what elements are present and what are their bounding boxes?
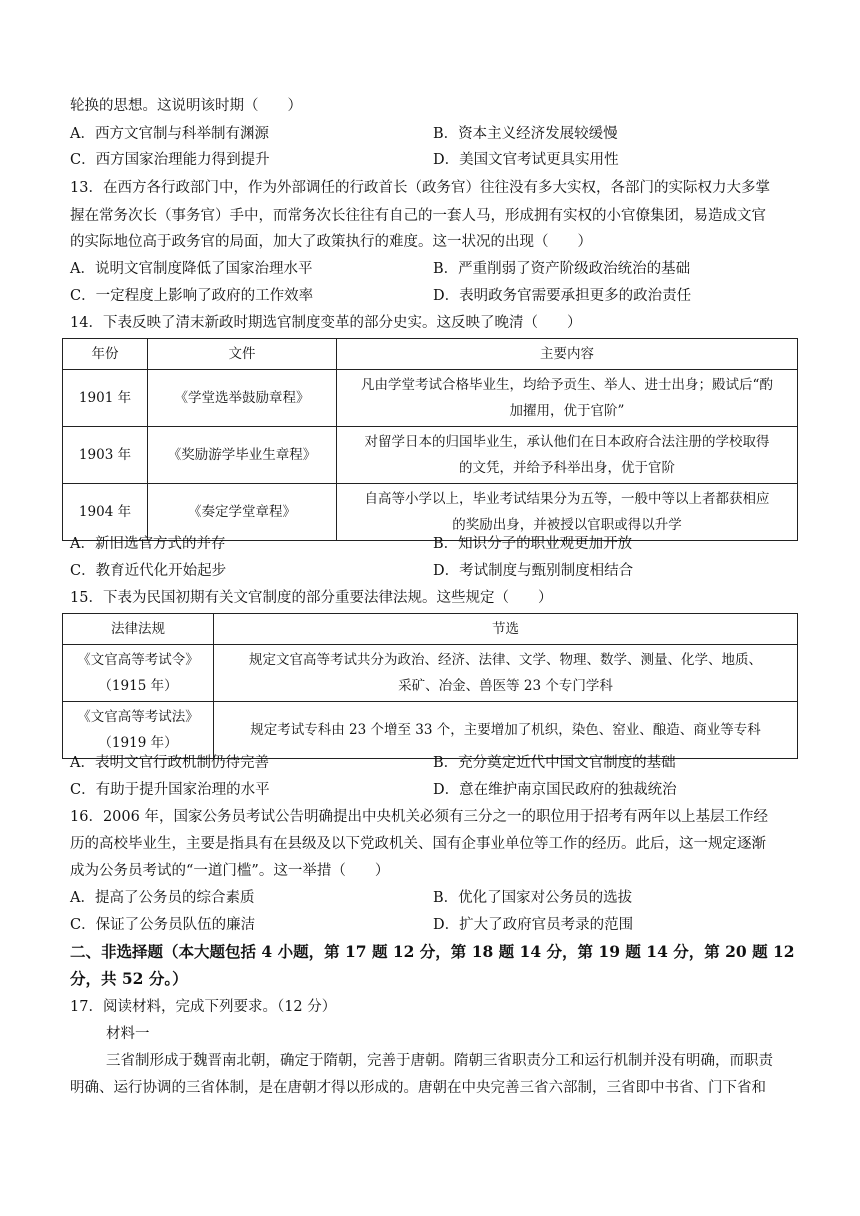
q13-stem-line: 13．在西方各行政部门中，作为外部调任的行政首长（政务官）往往没有多大实权，各部门的实际权力大多掌 bbox=[70, 180, 770, 196]
law-title: 《文官高等考试法》 bbox=[77, 709, 199, 725]
material-label: 材料一 bbox=[106, 1026, 150, 1042]
q16-option-b[interactable]: B．优化了国家对公务员的选拔 bbox=[433, 890, 633, 906]
table-cell-doc: 《奏定学堂章程》 bbox=[148, 484, 337, 541]
q13-stem-line: 的实际地位高于政务官的局面，加大了政策执行的难度。这一状况的出现（ ） bbox=[70, 234, 592, 250]
table-header: 法律法规 bbox=[63, 614, 214, 645]
material-paragraph: 三省制形成于魏晋南北朝，确定于隋朝，完善于唐朝。隋朝三省职责分工和运行机制并没有明确，而职责 bbox=[106, 1053, 773, 1069]
q14-stem: 14．下表反映了清末新政时期选官制度变革的部分史实。这反映了晚清（ ） bbox=[70, 315, 582, 331]
table-cell-year: 1903 年 bbox=[63, 427, 148, 484]
table-cell-doc: 《学堂选举鼓励章程》 bbox=[148, 370, 337, 427]
material-paragraph: 明确、运行协调的三省体制，是在唐朝才得以形成的。唐朝在中央完善三省六部制，三省即中书省、门下省和 bbox=[70, 1080, 766, 1096]
table-header: 节选 bbox=[214, 614, 798, 645]
q16-option-c[interactable]: C．保证了公务员队伍的廉洁 bbox=[70, 917, 256, 933]
q15-table bbox=[62, 613, 798, 759]
q15-stem: 15．下表为民国初期有关文官制度的部分重要法律法规。这些规定（ ） bbox=[70, 590, 553, 606]
content-line: 的文凭，并给予科举出身，优于官阶 bbox=[459, 460, 675, 476]
table-row bbox=[63, 370, 798, 427]
law-title: 《文官高等考试令》 bbox=[77, 652, 199, 668]
q14-option-a[interactable]: A．新旧选官方式的并存 bbox=[70, 536, 226, 552]
table-cell-content bbox=[337, 370, 798, 427]
q14-option-c[interactable]: C．教育近代化开始起步 bbox=[70, 563, 227, 579]
section-heading: 二、非选择题（本大题包括 4 小题，第 17 题 12 分，第 18 题 14 分，第 19 题 14 分，第 20 题 12 bbox=[70, 942, 795, 961]
table-cell-year: 1904 年 bbox=[63, 484, 148, 541]
q16-stem-line: 历的高校毕业生，主要是指具有在县级及以下党政机关、国有企事业单位等工作的经历。此后，这一规定逐渐 bbox=[70, 836, 766, 852]
q14-option-d[interactable]: D．考试制度与甄别制度相结合 bbox=[433, 563, 634, 579]
q12-option-c[interactable]: C．西方国家治理能力得到提升 bbox=[70, 152, 270, 168]
content-line: 对留学日本的归国毕业生，承认他们在日本政府合法注册的学校取得 bbox=[364, 434, 770, 450]
q15-option-a[interactable]: A．表明文官行政机制仍待完善 bbox=[70, 755, 269, 771]
q13-option-a[interactable]: A．说明文官制度降低了国家治理水平 bbox=[70, 261, 313, 277]
q13-stem-line: 握在常务次长（事务官）手中，而常务次长往往有自己的一套人马，形成拥有实权的小官僚集团，易造成文官 bbox=[70, 208, 766, 224]
q17-stem: 17．阅读材料，完成下列要求。（12 分） bbox=[70, 999, 337, 1015]
table-cell-doc: 《奖励游学毕业生章程》 bbox=[148, 427, 337, 484]
table-header: 文件 bbox=[148, 339, 337, 370]
q13-option-c[interactable]: C．一定程度上影响了政府的工作效率 bbox=[70, 288, 314, 304]
table-header: 年份 bbox=[63, 339, 148, 370]
content-line: 的奖励出身，并被授以官职或得以升学 bbox=[452, 517, 682, 533]
content-line: 自高等小学以上，毕业考试结果分为五等，一般中等以上者都获相应 bbox=[364, 491, 770, 507]
content-line: 凡由学堂考试合格毕业生，均给予贡生、举人、进士出身；殿试后“酌 bbox=[361, 377, 773, 393]
excerpt-line: 规定考试专科由 23 个增至 33 个，主要增加了机织，染色、窑业、酿造、商业等专科 bbox=[250, 722, 761, 738]
q16-option-a[interactable]: A．提高了公务员的综合素质 bbox=[70, 890, 255, 906]
table-cell-law bbox=[63, 645, 214, 702]
excerpt-line: 采矿、冶金、兽医等 23 个专门学科 bbox=[398, 678, 613, 694]
q15-option-d[interactable]: D．意在维护南京国民政府的独裁统治 bbox=[433, 782, 677, 798]
table-row bbox=[63, 427, 798, 484]
excerpt-line: 规定文官高等考试共分为政治、经济、法律、文学、物理、数学、测量、化学、地质、 bbox=[249, 652, 762, 668]
q16-option-d[interactable]: D．扩大了政府官员考录的范围 bbox=[433, 917, 634, 933]
table-cell-year: 1901 年 bbox=[63, 370, 148, 427]
q12-option-a[interactable]: A．西方文官制与科举制有渊源 bbox=[70, 126, 269, 142]
q16-stem-line: 成为公务员考试的“一道门槛”。这一举措（ ） bbox=[70, 863, 390, 879]
section-heading: 分，共 52 分。） bbox=[70, 969, 188, 988]
q12-option-b[interactable]: B．资本主义经济发展较缓慢 bbox=[433, 126, 618, 142]
law-year: （1919 年） bbox=[98, 735, 178, 751]
q13-option-d[interactable]: D．表明政务官需要承担更多的政治责任 bbox=[433, 288, 692, 304]
q15-option-b[interactable]: B．充分奠定近代中国文官制度的基础 bbox=[433, 755, 676, 771]
q16-stem-line: 16．2006 年，国家公务员考试公告明确提出中央机关必须有三分之一的职位用于招考有两年以上基层工作经 bbox=[70, 809, 768, 825]
q15-option-c[interactable]: C．有助于提升国家治理的水平 bbox=[70, 782, 270, 798]
content-line: 加擢用，优于官阶” bbox=[509, 403, 625, 419]
q14-table bbox=[62, 338, 798, 541]
table-header: 主要内容 bbox=[337, 339, 798, 370]
q12-option-d[interactable]: D．美国文官考试更具实用性 bbox=[433, 152, 619, 168]
q14-option-b[interactable]: B．知识分子的职业观更加开放 bbox=[433, 536, 633, 552]
table-cell-excerpt bbox=[214, 645, 798, 702]
q12-stem: 轮换的思想。这说明该时期（ ） bbox=[70, 98, 302, 114]
table-row bbox=[63, 645, 798, 702]
q13-option-b[interactable]: B．严重削弱了资产阶级政治统治的基础 bbox=[433, 261, 691, 277]
table-cell-content bbox=[337, 427, 798, 484]
law-year: （1915 年） bbox=[98, 678, 178, 694]
